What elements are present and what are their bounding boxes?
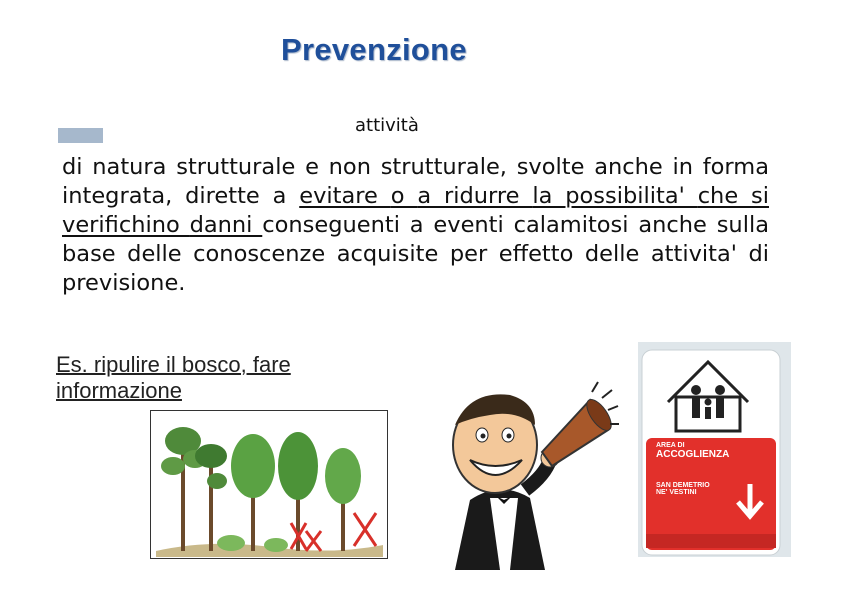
- underlined-word: la possibilita': [532, 183, 698, 209]
- sign-line-accoglienza: ACCOGLIENZA: [656, 449, 730, 460]
- example-caption: Es. ripulire il bosco, fare informazione: [56, 352, 291, 403]
- definition-paragraph: [62, 153, 769, 298]
- bullet-marker: [58, 128, 103, 143]
- slide-subtitle: attività: [355, 115, 419, 136]
- underlined-word: danni: [189, 212, 263, 238]
- underlined-word: ridurre: [444, 183, 533, 209]
- underlined-word: verifichino: [62, 212, 190, 238]
- sign-line-area: AREA DI: [656, 442, 685, 449]
- body-text-part: conseguenti a eventi calamitosi anche sulla base delle conoscenze acquisite per effetto delle attivita' di previsione.: [62, 212, 769, 296]
- sign-line-town: SAN DEMETRIO: [656, 482, 710, 489]
- underlined-word: si: [751, 183, 769, 209]
- underlined-word: o: [390, 183, 418, 209]
- underlined-word: evitare: [299, 183, 391, 209]
- body-text-part: di natura strutturale e non strutturale, svolte anche in forma integrata, dirette a: [62, 154, 769, 209]
- slide-title: Prevenzione: [281, 32, 467, 67]
- forest-illustration: [150, 410, 388, 559]
- evacuation-sign-photo: [638, 342, 791, 557]
- underlined-word: che: [697, 183, 752, 209]
- announcer-megaphone-illustration: [430, 380, 620, 570]
- underlined-word: a: [417, 183, 444, 209]
- sign-line-town2: NE' VESTINI: [656, 489, 697, 496]
